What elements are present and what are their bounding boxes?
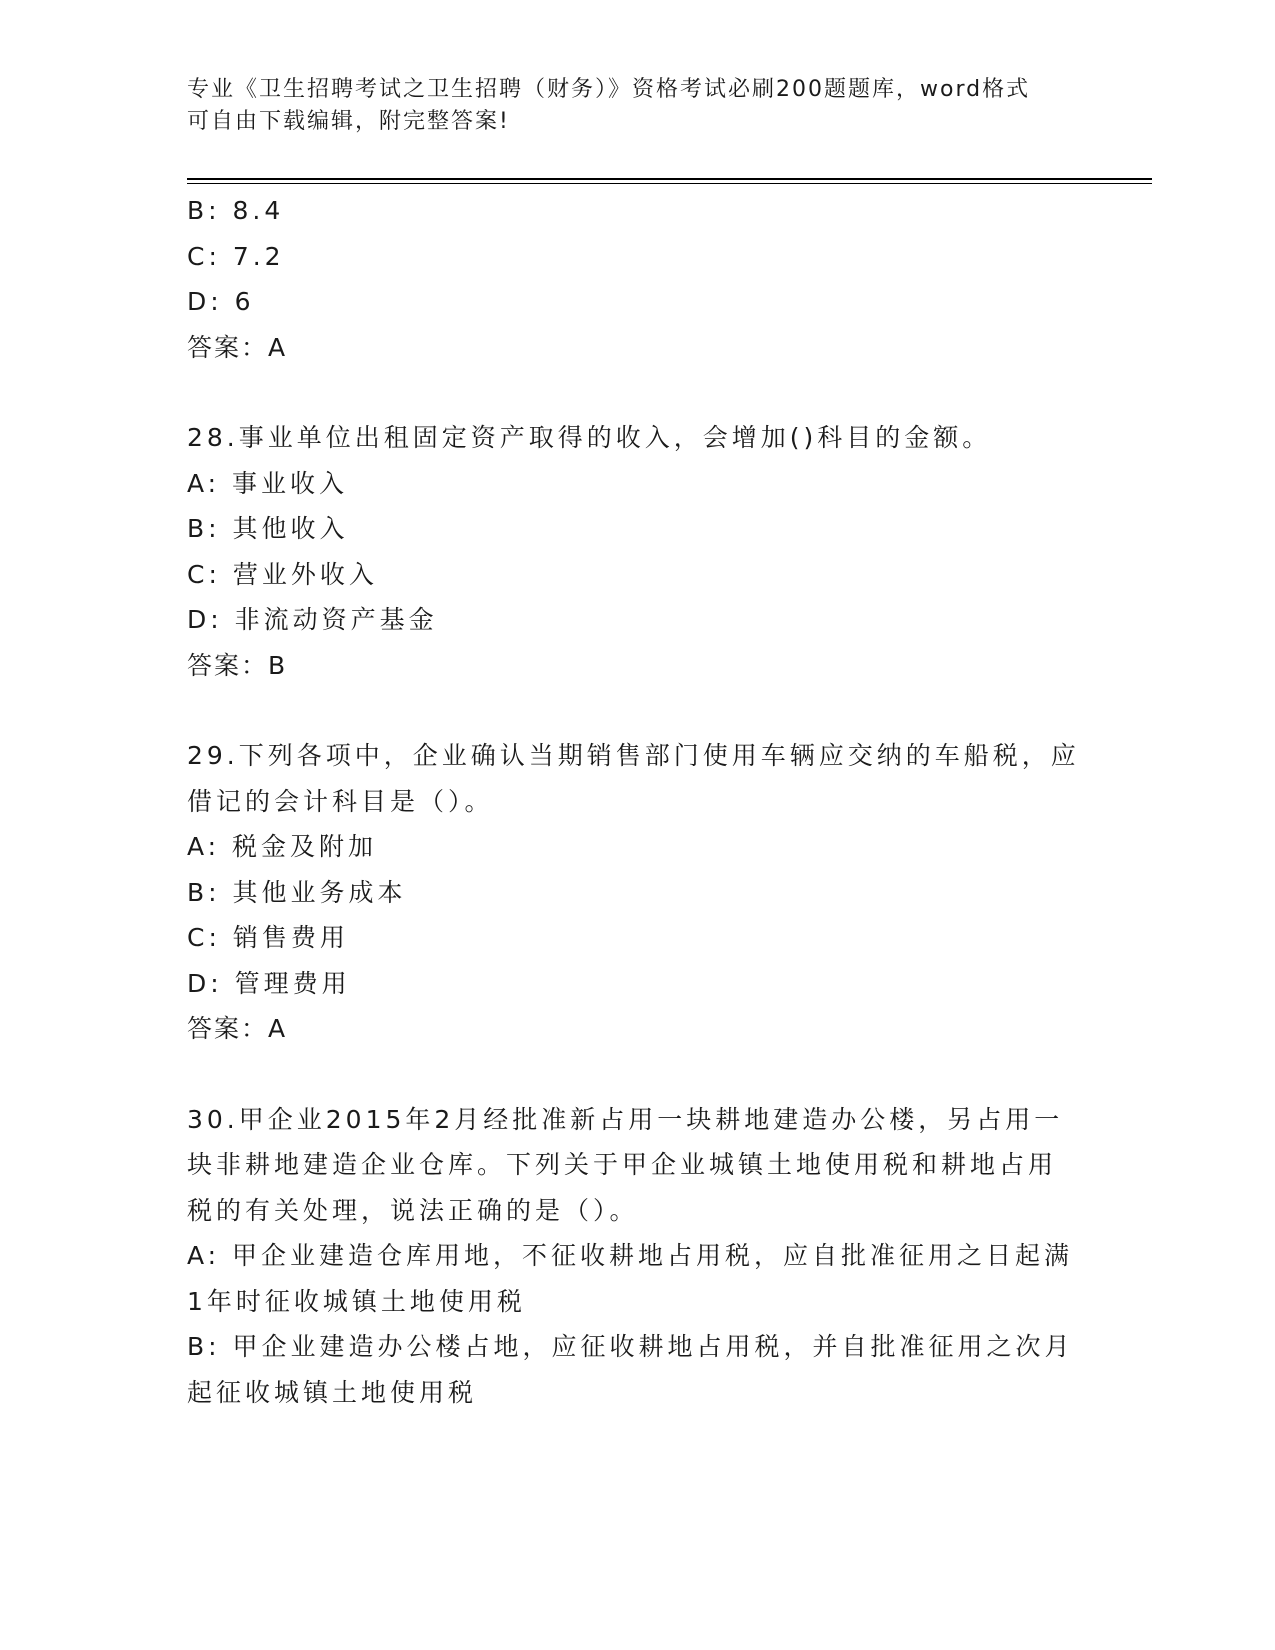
option-c: C: 销售费用 bbox=[187, 923, 349, 952]
question-27-continued bbox=[187, 188, 1087, 370]
option-a-continued: 1年时征收城镇土地使用税 bbox=[187, 1286, 526, 1316]
answer-label: 答案：B bbox=[187, 650, 288, 680]
option-d: D: 6 bbox=[187, 287, 255, 316]
question-stem: 30.甲企业2015年2月经批准新占用一块耕地建造办公楼，另占用一 bbox=[187, 1104, 1064, 1134]
option-a: A: 税金及附加 bbox=[187, 832, 378, 861]
spacer bbox=[187, 1052, 1087, 1097]
question-28 bbox=[187, 415, 1087, 688]
question-stem-continued: 借记的会计科目是（）。 bbox=[187, 786, 494, 816]
header-divider-thick bbox=[187, 178, 1152, 180]
page-header bbox=[187, 74, 1067, 138]
option-d: D: 非流动资产基金 bbox=[187, 605, 438, 634]
question-stem: 28.事业单位出租固定资产取得的收入，会增加()科目的金额。 bbox=[187, 423, 992, 452]
spacer bbox=[187, 370, 1087, 415]
answer-label: 答案：A bbox=[187, 332, 288, 362]
question-list bbox=[187, 188, 1087, 1415]
spacer bbox=[187, 688, 1087, 733]
header-title-line-2: 可自由下载编辑，附完整答案! bbox=[187, 109, 510, 134]
question-30 bbox=[187, 1097, 1087, 1416]
option-b: B: 8.4 bbox=[187, 196, 285, 225]
question-stem: 29.下列各项中，企业确认当期销售部门使用车辆应交纳的车船税，应 bbox=[187, 741, 1080, 770]
option-b-continued: 起征收城镇土地使用税 bbox=[187, 1377, 478, 1407]
option-b: B: 其他收入 bbox=[187, 514, 349, 543]
option-a: A: 甲企业建造仓库用地，不征收耕地占用税，应自批准征用之日起满 bbox=[187, 1241, 1074, 1270]
answer-label: 答案：A bbox=[187, 1014, 288, 1043]
header-divider-thin bbox=[187, 183, 1152, 184]
question-29 bbox=[187, 733, 1087, 1052]
option-b: B: 甲企业建造办公楼占地，应征收耕地占用税，并自批准征用之次月 bbox=[187, 1332, 1074, 1361]
option-c: C: 营业外收入 bbox=[187, 559, 378, 589]
header-title-line-1: 专业《卫生招聘考试之卫生招聘（财务）》资格考试必刷200题题库，word格式 bbox=[187, 77, 1031, 102]
option-d: D: 管理费用 bbox=[187, 968, 351, 998]
question-stem-continued: 块非耕地建造企业仓库。下列关于甲企业城镇土地使用税和耕地占用 bbox=[187, 1150, 1058, 1179]
option-b: B: 其他业务成本 bbox=[187, 877, 407, 907]
option-c: C: 7.2 bbox=[187, 241, 285, 271]
option-a: A: 事业收入 bbox=[187, 468, 349, 498]
question-stem-continued: 税的有关处理，说法正确的是（）。 bbox=[187, 1195, 639, 1225]
